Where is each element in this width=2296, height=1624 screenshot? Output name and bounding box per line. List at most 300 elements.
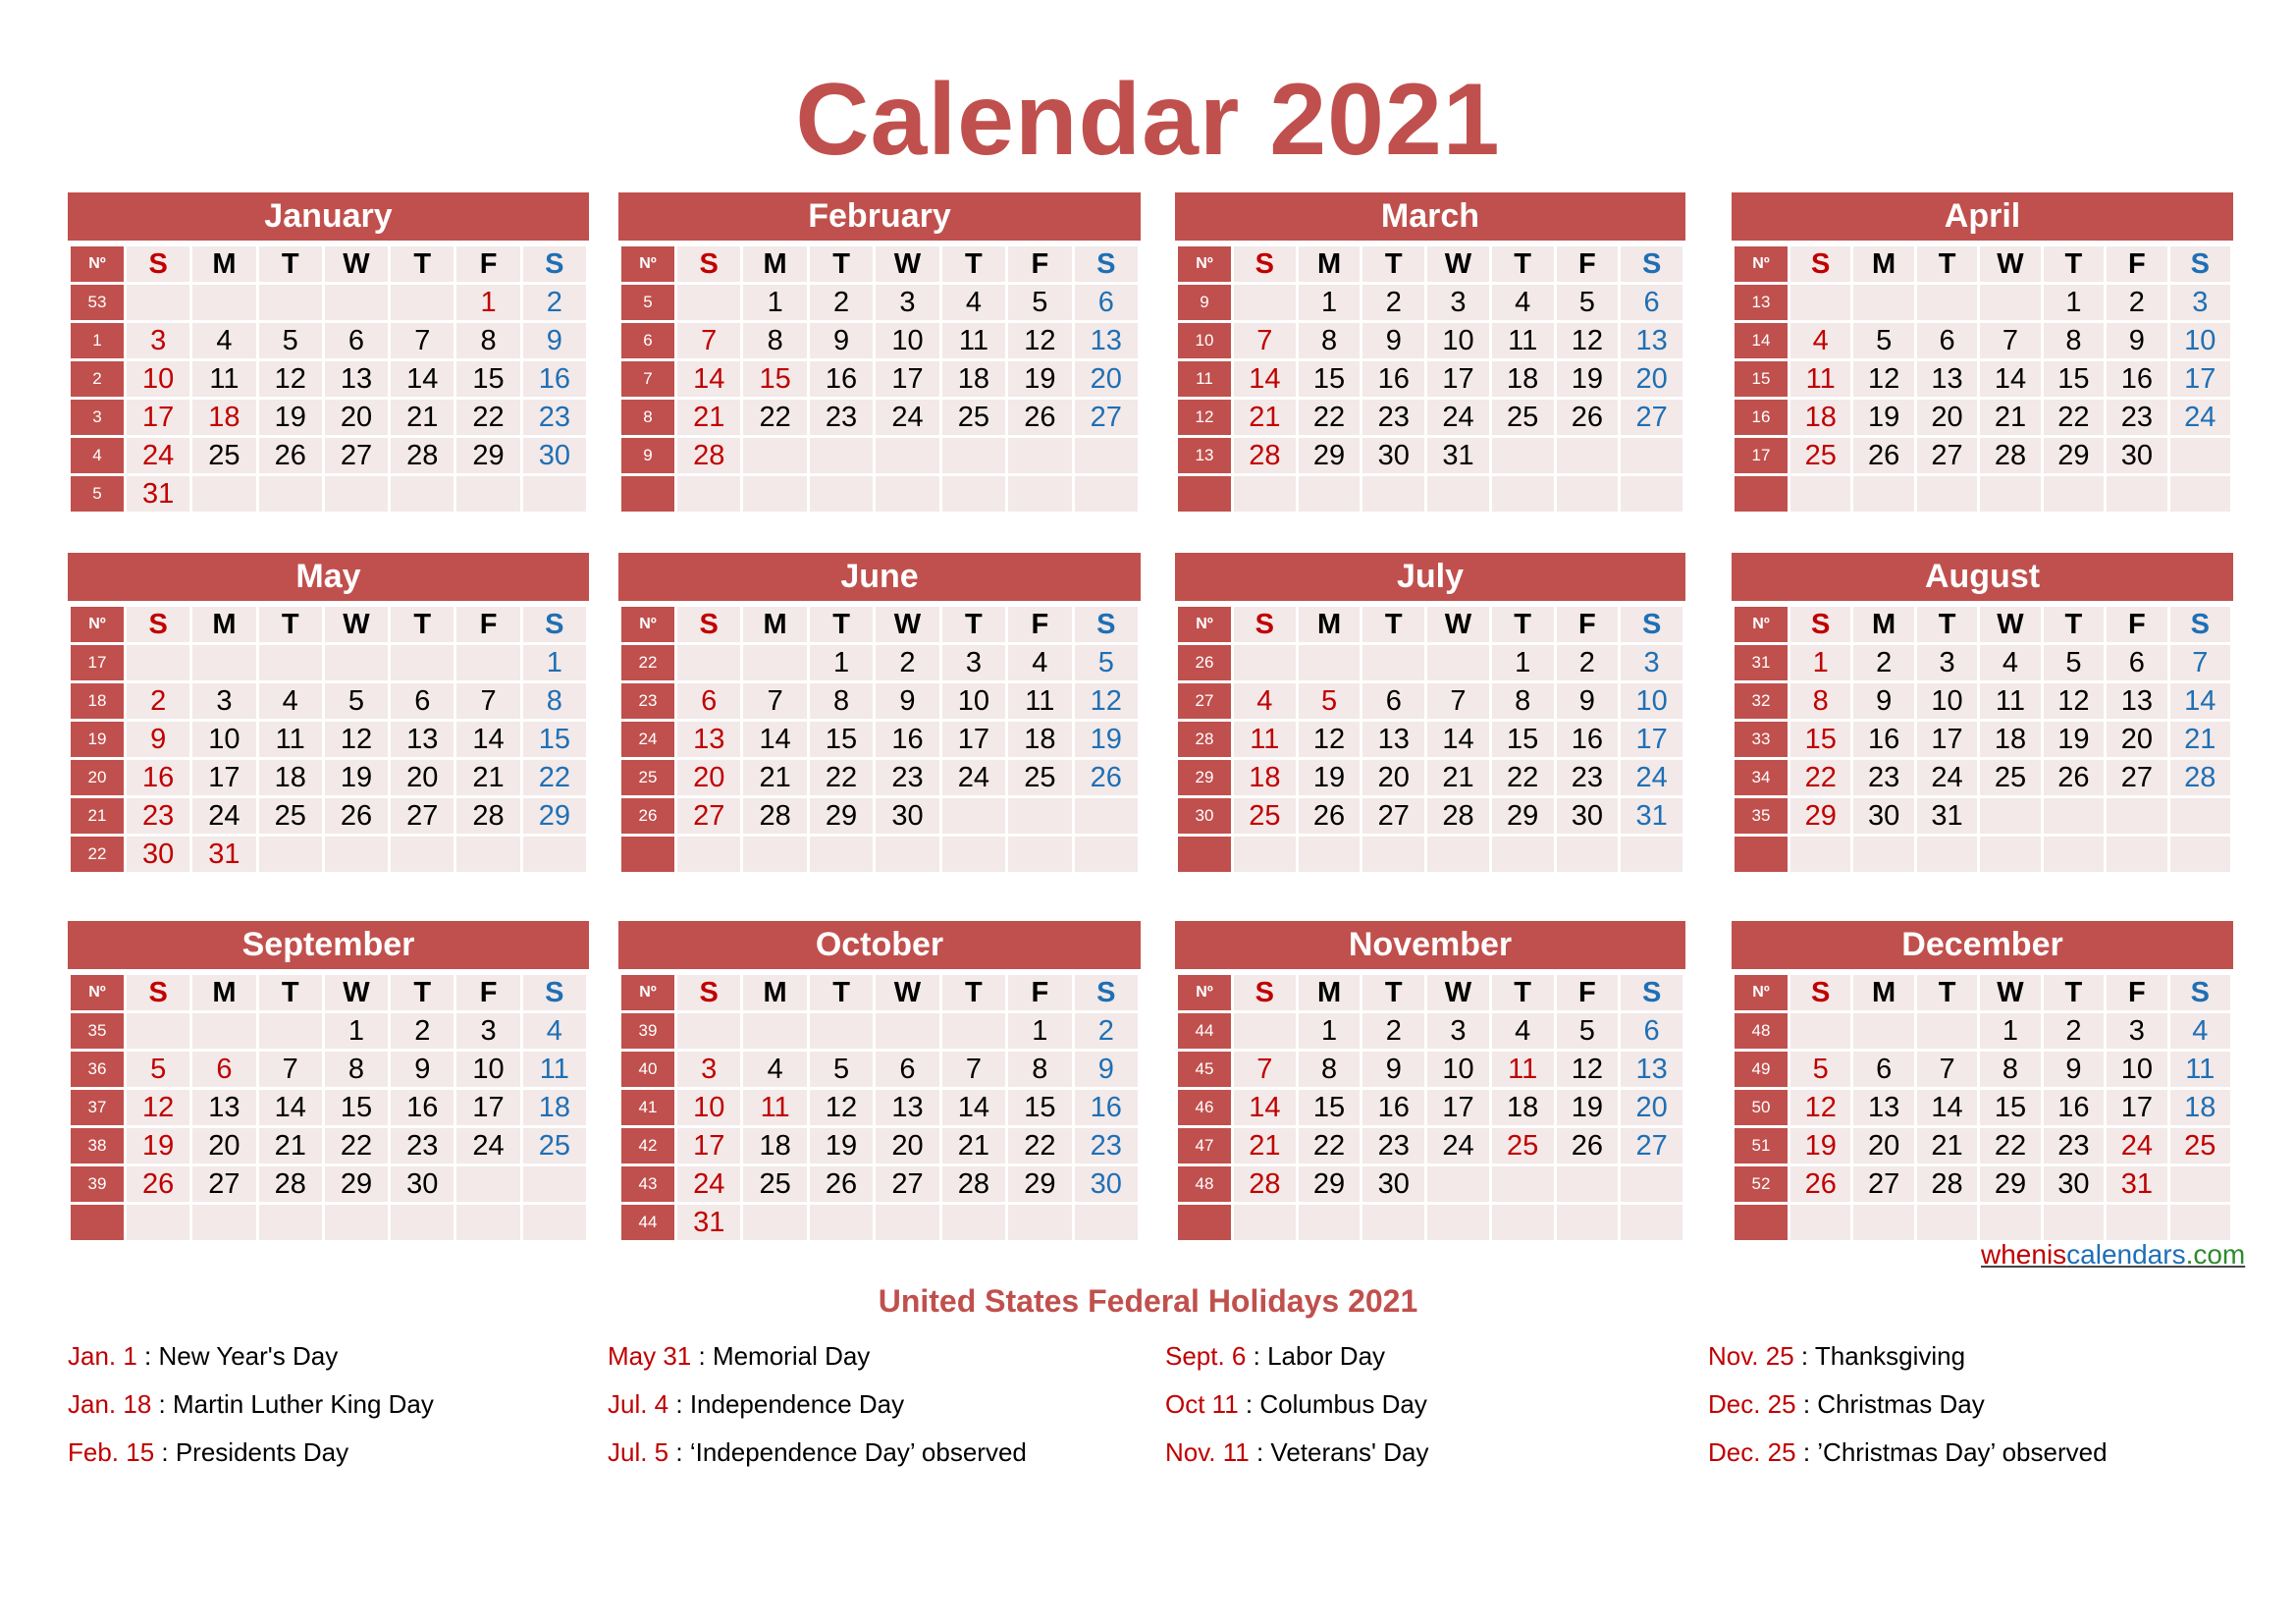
weekday-header-row [1177,606,1684,644]
day-cell [1490,475,1555,514]
day-cell [521,836,587,874]
day-cell: 27 [1852,1165,1915,1204]
day-cell: 30 [1852,797,1915,836]
holiday-name: ’Christmas Day’ observed [1817,1437,2108,1467]
day-cell: 27 [1620,399,1684,437]
day-cell: 5 [1073,644,1139,682]
weekday-header: M [742,606,808,644]
day-cell: 18 [2168,1089,2231,1127]
day-cell: 20 [676,759,742,797]
day-cell: 12 [808,1089,874,1127]
day-cell [257,836,323,874]
week-number: 27 [1177,682,1233,721]
holidays-title: United States Federal Holidays 2021 [878,1283,1418,1319]
day-cell: 14 [1426,721,1491,759]
day-cell: 27 [1073,399,1139,437]
holiday-separator: : [668,1389,690,1419]
day-cell: 9 [1073,1051,1139,1089]
weekday-header: T [390,245,455,284]
holiday-date: Nov. 25 [1708,1341,1794,1371]
day-cell: 26 [808,1165,874,1204]
month-name: July [1175,553,1685,601]
weekday-header: S [676,245,742,284]
day-cell: 21 [1426,759,1491,797]
day-cell [191,284,257,322]
week-number [70,1204,126,1242]
week-row [620,759,1140,797]
holiday-separator: : [691,1341,713,1371]
day-cell [875,475,940,514]
day-cell: 4 [1233,682,1298,721]
day-cell: 20 [1620,360,1684,399]
day-cell: 8 [1490,682,1555,721]
day-cell: 13 [676,721,742,759]
brand-part-3: .com [2185,1239,2246,1270]
day-cell [1362,644,1426,682]
day-cell: 23 [1362,1127,1426,1165]
holiday-separator: : [1249,1437,1271,1467]
weekday-header: T [1915,245,1978,284]
day-cell: 7 [390,322,455,360]
day-cell: 5 [323,682,389,721]
day-cell: 13 [1620,1051,1684,1089]
day-cell: 30 [390,1165,455,1204]
day-cell [455,836,521,874]
day-cell [191,475,257,514]
day-cell: 22 [1007,1127,1073,1165]
day-cell: 28 [2168,759,2231,797]
day-cell: 3 [191,682,257,721]
day-cell: 27 [676,797,742,836]
month-table [1732,244,2233,514]
day-cell: 1 [1789,644,1852,682]
weekday-header: M [191,974,257,1012]
week-number: 31 [1734,644,1789,682]
week-number: 30 [1177,797,1233,836]
week-row [1734,682,2232,721]
week-row [1177,284,1684,322]
day-cell: 20 [1362,759,1426,797]
day-cell: 27 [323,437,389,475]
week-number-header: Nº [70,974,126,1012]
day-cell [1297,644,1362,682]
day-cell [455,1204,521,1242]
weekday-header: T [808,245,874,284]
day-cell: 7 [257,1051,323,1089]
day-cell: 6 [1073,284,1139,322]
weekday-header-row [70,974,588,1012]
day-cell [676,836,742,874]
week-number: 5 [70,475,126,514]
day-cell [1620,1204,1684,1242]
day-cell: 16 [390,1089,455,1127]
day-cell [1362,1204,1426,1242]
day-cell [808,437,874,475]
day-cell: 25 [940,399,1006,437]
week-row [620,399,1140,437]
week-number: 24 [620,721,676,759]
month-name: September [68,921,589,969]
day-cell: 22 [1490,759,1555,797]
day-cell: 30 [1073,1165,1139,1204]
day-cell: 6 [323,322,389,360]
holiday-item [608,1389,1027,1437]
day-cell: 19 [2042,721,2105,759]
day-cell: 19 [1852,399,1915,437]
weekday-header: S [521,606,587,644]
week-number: 37 [70,1089,126,1127]
weekday-header-row [1734,974,2232,1012]
day-cell [1073,836,1139,874]
day-cell: 20 [191,1127,257,1165]
weekday-header: T [1490,974,1555,1012]
weekday-header: F [2106,606,2168,644]
day-cell: 3 [875,284,940,322]
day-cell [875,437,940,475]
day-cell: 25 [2168,1127,2231,1165]
day-cell: 11 [257,721,323,759]
day-cell [1233,475,1298,514]
day-cell: 9 [390,1051,455,1089]
day-cell: 2 [521,284,587,322]
day-cell [126,1012,191,1051]
day-cell: 10 [1620,682,1684,721]
day-cell [875,1204,940,1242]
weekday-header: T [2042,245,2105,284]
day-cell: 19 [1789,1127,1852,1165]
day-cell: 18 [1007,721,1073,759]
day-cell [1007,836,1073,874]
day-cell: 2 [1362,284,1426,322]
day-cell: 11 [521,1051,587,1089]
week-number: 48 [1734,1012,1789,1051]
day-cell: 9 [1852,682,1915,721]
day-cell [1555,1165,1620,1204]
weekday-header: T [1362,245,1426,284]
day-cell [742,1204,808,1242]
weekday-header: W [1979,245,2042,284]
day-cell: 27 [1915,437,1978,475]
day-cell: 31 [1915,797,1978,836]
day-cell [323,475,389,514]
week-number: 41 [620,1089,676,1127]
week-row [620,1089,1140,1127]
week-row [620,836,1140,874]
day-cell: 8 [742,322,808,360]
day-cell: 28 [1426,797,1491,836]
day-cell [1426,1204,1491,1242]
month-december [1732,921,2233,1243]
day-cell: 15 [1490,721,1555,759]
month-name: April [1732,192,2233,241]
day-cell: 29 [521,797,587,836]
day-cell: 16 [1555,721,1620,759]
weekday-header: S [1789,974,1852,1012]
day-cell: 27 [1362,797,1426,836]
day-cell [1620,836,1684,874]
week-number [620,836,676,874]
week-row [620,797,1140,836]
day-cell [191,644,257,682]
day-cell: 2 [808,284,874,322]
month-table [68,244,589,514]
day-cell: 22 [1789,759,1852,797]
day-cell: 25 [1007,759,1073,797]
day-cell: 10 [875,322,940,360]
day-cell [940,1012,1006,1051]
page-title: Calendar 2021 [795,63,1501,177]
day-cell: 29 [1297,437,1362,475]
week-number: 42 [620,1127,676,1165]
day-cell: 9 [2042,1051,2105,1089]
day-cell: 20 [390,759,455,797]
weekday-header: S [126,974,191,1012]
week-row [1734,437,2232,475]
day-cell: 10 [676,1089,742,1127]
day-cell: 26 [257,437,323,475]
day-cell: 27 [390,797,455,836]
weekday-header: S [1073,245,1139,284]
day-cell: 24 [875,399,940,437]
holiday-name: Veterans' Day [1270,1437,1429,1467]
holiday-name: Presidents Day [175,1437,349,1467]
day-cell: 25 [742,1165,808,1204]
day-cell [521,475,587,514]
day-cell [257,1204,323,1242]
day-cell: 14 [1233,360,1298,399]
week-row [620,284,1140,322]
holiday-separator: : [1793,1341,1815,1371]
day-cell: 16 [2042,1089,2105,1127]
day-cell [676,1012,742,1051]
week-row [70,1012,588,1051]
day-cell [1490,836,1555,874]
day-cell [1979,284,2042,322]
week-row [1734,759,2232,797]
day-cell: 9 [808,322,874,360]
weekday-header: S [1073,974,1139,1012]
day-cell: 26 [2042,759,2105,797]
day-cell: 22 [521,759,587,797]
weekday-header: W [323,245,389,284]
holiday-date: Jul. 5 [608,1437,669,1467]
day-cell [1789,1012,1852,1051]
day-cell: 15 [1007,1089,1073,1127]
day-cell: 3 [1620,644,1684,682]
day-cell: 16 [1073,1089,1139,1127]
day-cell: 15 [455,360,521,399]
week-row [1177,797,1684,836]
day-cell: 12 [1007,322,1073,360]
weekday-header: F [1555,606,1620,644]
week-number: 50 [1734,1089,1789,1127]
day-cell: 24 [191,797,257,836]
brand-link[interactable] [1981,1239,2245,1271]
weekday-header: M [1852,245,1915,284]
month-table [1732,972,2233,1243]
day-cell [323,836,389,874]
day-cell: 5 [126,1051,191,1089]
weekday-header: W [875,606,940,644]
day-cell: 28 [257,1165,323,1204]
day-cell [2168,1204,2231,1242]
week-row [70,475,588,514]
weekday-header: S [1233,606,1298,644]
day-cell [1233,1012,1298,1051]
day-cell: 1 [808,644,874,682]
day-cell: 17 [1620,721,1684,759]
week-row [620,1051,1140,1089]
month-january [68,192,589,514]
day-cell: 14 [742,721,808,759]
day-cell: 3 [940,644,1006,682]
day-cell [1426,644,1491,682]
day-cell: 5 [808,1051,874,1089]
day-cell: 30 [521,437,587,475]
day-cell: 12 [126,1089,191,1127]
day-cell [1979,1204,2042,1242]
day-cell [1979,797,2042,836]
day-cell: 2 [875,644,940,682]
day-cell [1852,284,1915,322]
day-cell: 28 [390,437,455,475]
day-cell: 8 [2042,322,2105,360]
day-cell: 21 [1979,399,2042,437]
day-cell: 18 [257,759,323,797]
week-number-header: Nº [1177,974,1233,1012]
holiday-item [68,1437,434,1486]
day-cell [1490,1165,1555,1204]
day-cell: 14 [455,721,521,759]
day-cell [191,1012,257,1051]
day-cell: 7 [676,322,742,360]
week-number: 22 [620,644,676,682]
month-name: May [68,553,589,601]
holiday-date: Sept. 6 [1165,1341,1247,1371]
day-cell: 1 [521,644,587,682]
weekday-header: S [1233,974,1298,1012]
weekday-header: S [1073,606,1139,644]
day-cell: 8 [1297,1051,1362,1089]
week-number: 26 [620,797,676,836]
day-cell: 25 [521,1127,587,1165]
day-cell: 26 [1073,759,1139,797]
weekday-header: W [875,245,940,284]
day-cell: 25 [191,437,257,475]
day-cell: 13 [1915,360,1978,399]
week-row [1177,1204,1684,1242]
holiday-name: Memorial Day [712,1341,871,1371]
day-cell [2042,1204,2105,1242]
weekday-header: T [1490,606,1555,644]
week-row [1177,836,1684,874]
day-cell: 3 [455,1012,521,1051]
day-cell: 14 [257,1089,323,1127]
day-cell: 16 [875,721,940,759]
holiday-date: Jul. 4 [608,1389,669,1419]
day-cell [390,475,455,514]
day-cell: 11 [191,360,257,399]
day-cell: 3 [2106,1012,2168,1051]
week-row [1734,1165,2232,1204]
holiday-name: Thanksgiving [1814,1341,1966,1371]
day-cell [455,644,521,682]
day-cell: 4 [2168,1012,2231,1051]
day-cell: 10 [2106,1051,2168,1089]
holiday-separator: : [1795,1437,1818,1467]
day-cell: 28 [1979,437,2042,475]
day-cell: 27 [2106,759,2168,797]
week-row [70,322,588,360]
day-cell: 23 [1852,759,1915,797]
weekday-header-row [620,974,1140,1012]
month-table [618,604,1141,875]
week-number-header: Nº [70,606,126,644]
day-cell: 12 [323,721,389,759]
week-number: 39 [620,1012,676,1051]
day-cell: 10 [1915,682,1978,721]
month-september [68,921,589,1243]
day-cell: 2 [1852,644,1915,682]
week-row [1177,1051,1684,1089]
day-cell: 14 [390,360,455,399]
weekday-header: T [808,606,874,644]
weekday-header: W [323,606,389,644]
weekday-header: T [1362,606,1426,644]
week-row [620,322,1140,360]
day-cell: 17 [455,1089,521,1127]
day-cell: 26 [1007,399,1073,437]
day-cell [1555,836,1620,874]
day-cell [676,644,742,682]
week-row [70,759,588,797]
week-row [1734,1127,2232,1165]
day-cell: 30 [875,797,940,836]
day-cell [1362,475,1426,514]
day-cell [2168,1165,2231,1204]
day-cell: 16 [1852,721,1915,759]
week-number: 18 [70,682,126,721]
weekday-header: S [676,606,742,644]
day-cell: 19 [126,1127,191,1165]
day-cell [521,1165,587,1204]
day-cell [2106,1204,2168,1242]
week-row [1177,1012,1684,1051]
day-cell [257,284,323,322]
day-cell: 19 [1073,721,1139,759]
day-cell: 24 [126,437,191,475]
day-cell [808,1204,874,1242]
week-number: 11 [1177,360,1233,399]
day-cell [2042,797,2105,836]
day-cell: 12 [1297,721,1362,759]
week-number [620,475,676,514]
day-cell: 3 [676,1051,742,1089]
weekday-header: T [257,245,323,284]
day-cell: 30 [2106,437,2168,475]
day-cell: 5 [1555,284,1620,322]
holiday-name: ‘Independence Day’ observed [689,1437,1027,1467]
day-cell: 25 [257,797,323,836]
month-june [618,553,1141,875]
week-number: 38 [70,1127,126,1165]
day-cell: 21 [1233,399,1298,437]
week-number [1734,836,1789,874]
week-number: 35 [70,1012,126,1051]
day-cell: 17 [2106,1089,2168,1127]
day-cell: 5 [1297,682,1362,721]
day-cell: 21 [2168,721,2231,759]
